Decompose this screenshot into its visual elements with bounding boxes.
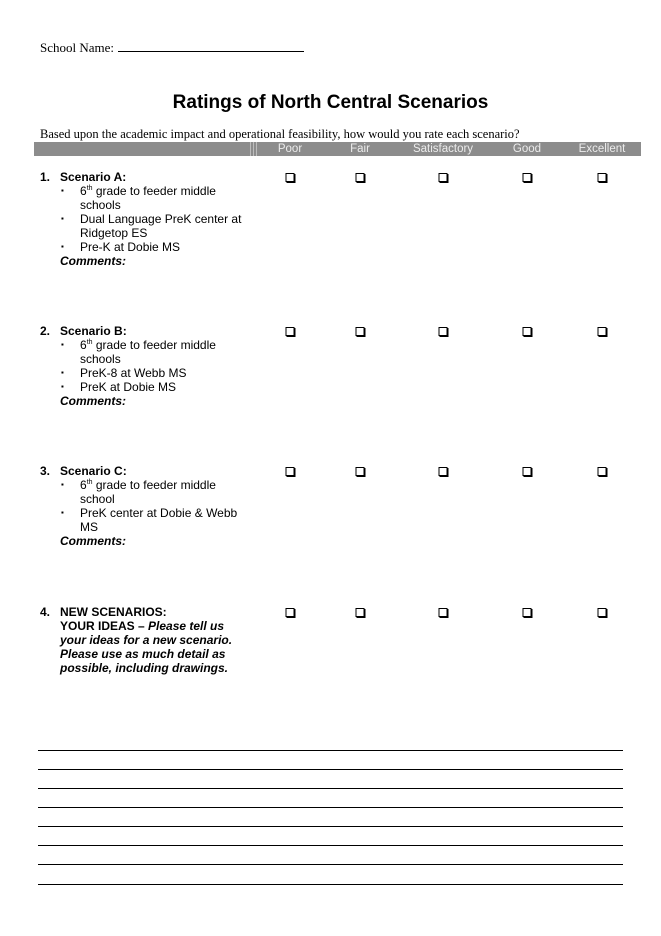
scenario-a	[40, 170, 270, 268]
scenario-number: 1.	[40, 170, 51, 184]
new-scenarios-prompt: YOUR IDEAS – Please tell us your ideas for a new scenario. Please use as much detail as possible, including drawings.	[60, 619, 233, 675]
checkbox-a-satisfactory[interactable]	[439, 173, 448, 182]
header-divider	[256, 142, 257, 156]
checkbox-b-excellent[interactable]	[598, 327, 607, 336]
school-name-blank[interactable]	[118, 40, 304, 52]
instructions: Based upon the academic impact and operational feasibility, how would you rate each scenario?	[40, 127, 520, 141]
rating-label-fair: Fair	[350, 143, 370, 155]
checkbox-new-excellent[interactable]	[598, 608, 607, 617]
bullet-icon: ▪	[61, 214, 64, 223]
school-name-label: School Name:	[40, 40, 115, 55]
list-item: ▪ PreK center at Dobie & Webb MS	[61, 506, 238, 534]
list-item: ▪ PreK at Dobie MS	[61, 380, 177, 394]
list-item: ▪ PreK-8 at Webb MS	[61, 366, 187, 380]
bullet-icon: ▪	[61, 382, 64, 391]
bullet-icon: ▪	[61, 368, 64, 377]
checkbox-b-good[interactable]	[523, 327, 532, 336]
rating-label-poor: Poor	[277, 143, 303, 155]
checkbox-c-satisfactory[interactable]	[439, 467, 448, 476]
checkbox-c-poor[interactable]	[286, 467, 295, 476]
bullet-icon: ▪	[61, 340, 64, 349]
scenario-b	[40, 324, 270, 408]
scenario-title: Scenario C:	[60, 464, 127, 478]
rating-header-bar	[34, 142, 641, 156]
checkbox-new-poor[interactable]	[286, 608, 295, 617]
checkbox-b-poor[interactable]	[286, 327, 295, 336]
checkbox-a-poor[interactable]	[286, 173, 295, 182]
checkbox-b-satisfactory[interactable]	[439, 327, 448, 336]
writing-line[interactable]	[38, 750, 623, 751]
checkbox-a-fair[interactable]	[356, 173, 365, 182]
bullet-icon: ▪	[61, 242, 64, 251]
checkbox-new-satisfactory[interactable]	[439, 608, 448, 617]
list-item: ▪ 6th grade to feeder middle schools	[61, 338, 216, 366]
comments-label: Comments:	[60, 534, 127, 548]
comments-label: Comments:	[60, 394, 127, 408]
new-scenarios-lead: YOUR IDEAS –	[60, 619, 145, 633]
scenario-number: 3.	[40, 464, 51, 478]
checkbox-new-good[interactable]	[523, 608, 532, 617]
new-scenarios	[40, 605, 270, 675]
list-item: ▪ 6th grade to feeder middle school	[61, 478, 216, 506]
checkbox-a-excellent[interactable]	[598, 173, 607, 182]
scenario-c	[40, 464, 270, 548]
list-item: ▪ Pre-K at Dobie MS	[61, 240, 181, 254]
checkbox-new-fair[interactable]	[356, 608, 365, 617]
list-item: ▪ Dual Language PreK center at Ridgetop ES	[61, 212, 242, 240]
checkbox-b-fair[interactable]	[356, 327, 365, 336]
rating-label-excellent: Excellent	[578, 143, 626, 155]
list-item: ▪ 6th grade to feeder middle schools	[61, 184, 216, 212]
checkbox-c-fair[interactable]	[356, 467, 365, 476]
writing-line[interactable]	[38, 826, 623, 827]
header-divider	[250, 142, 251, 156]
new-scenarios-title: NEW SCENARIOS:	[60, 605, 167, 619]
bullet-icon: ▪	[61, 480, 64, 489]
rating-label-good: Good	[512, 143, 542, 155]
scenario-number: 4.	[40, 605, 51, 619]
scenario-title: Scenario B:	[60, 324, 127, 338]
writing-line[interactable]	[38, 769, 623, 770]
page-title: Ratings of North Central Scenarios	[172, 92, 489, 113]
header-divider	[253, 142, 254, 156]
comments-label: Comments:	[60, 254, 127, 268]
checkbox-c-excellent[interactable]	[598, 467, 607, 476]
checkbox-c-good[interactable]	[523, 467, 532, 476]
checkbox-a-good[interactable]	[523, 173, 532, 182]
rating-label-satisfactory: Satisfactory	[412, 143, 474, 155]
scenario-number: 2.	[40, 324, 51, 338]
bullet-icon: ▪	[61, 186, 64, 195]
writing-line[interactable]	[38, 807, 623, 808]
writing-line[interactable]	[38, 864, 623, 865]
school-name-field[interactable]	[40, 40, 304, 56]
writing-line[interactable]	[38, 788, 623, 789]
scenario-title: Scenario A:	[60, 170, 127, 184]
writing-line[interactable]	[38, 884, 623, 885]
bullet-icon: ▪	[61, 508, 64, 517]
writing-line[interactable]	[38, 845, 623, 846]
